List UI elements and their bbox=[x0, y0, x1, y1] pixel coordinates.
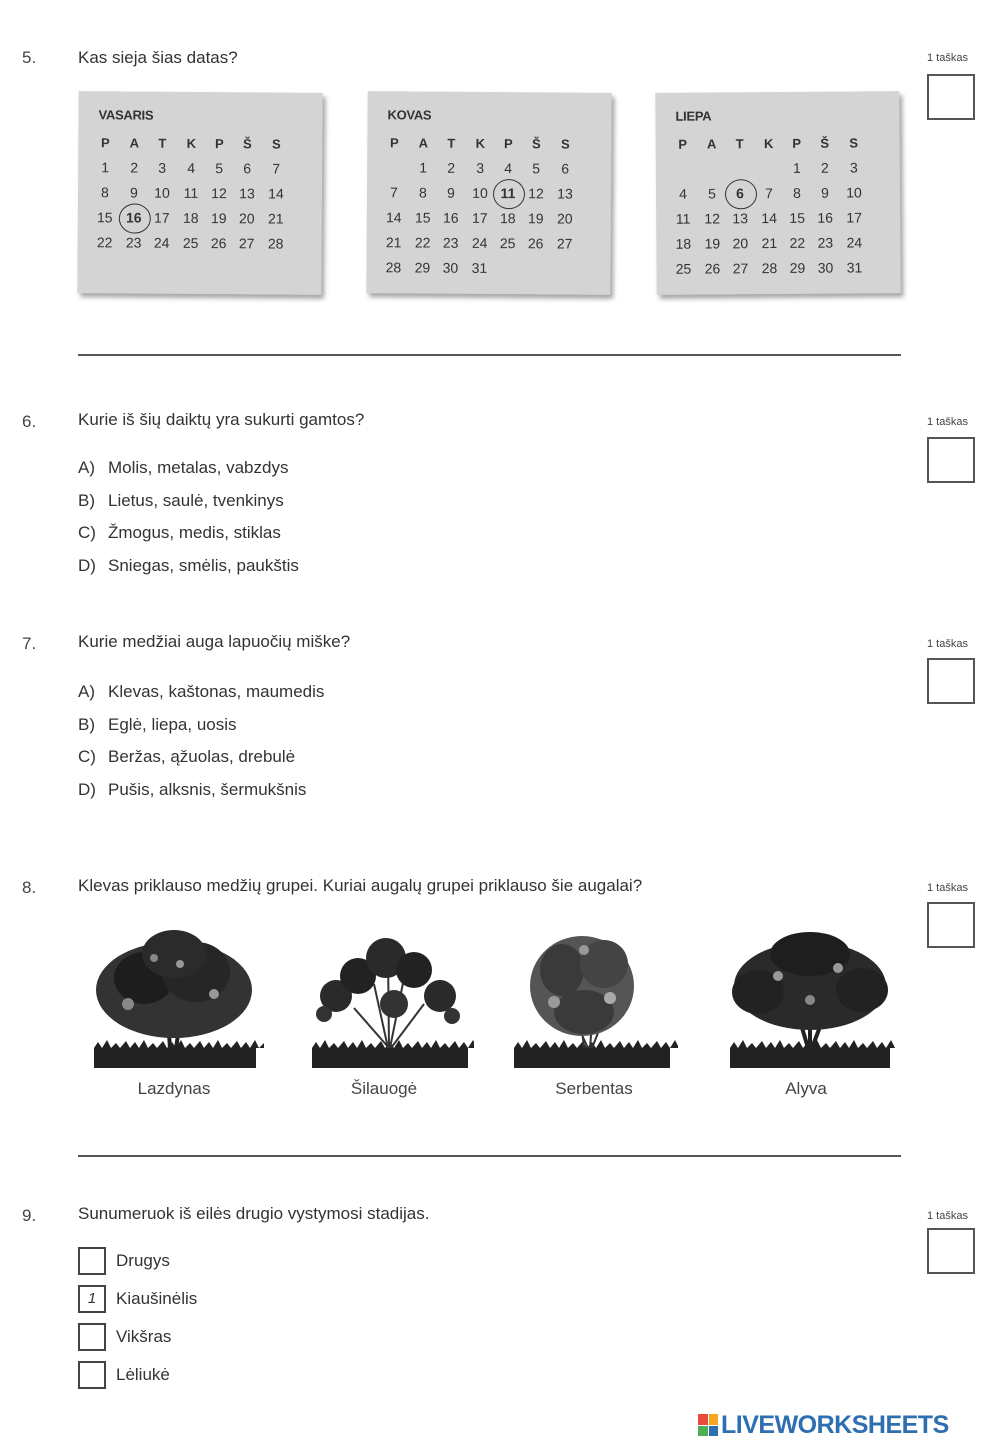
calendar-day: 31 bbox=[846, 259, 863, 276]
calendar-day: 17 bbox=[471, 209, 488, 226]
calendar-day: 27 bbox=[732, 260, 749, 277]
calendar-day: 13 bbox=[557, 185, 573, 202]
option-text: Klevas, kaštonas, maumedis bbox=[108, 682, 325, 701]
score-box[interactable] bbox=[927, 1228, 975, 1274]
calendar-day: 12 bbox=[211, 185, 227, 202]
score-box[interactable] bbox=[927, 658, 975, 704]
answer-option-a[interactable] bbox=[78, 682, 324, 702]
plant-label: Šilauogė bbox=[350, 1079, 418, 1098]
stage-number-input[interactable] bbox=[78, 1323, 106, 1351]
calendar-day: 20 bbox=[732, 235, 749, 252]
points-label: 1 taškas bbox=[927, 52, 968, 64]
weekday-header: A bbox=[706, 136, 717, 152]
liveworksheets-logo[interactable] bbox=[698, 1410, 949, 1440]
calendar-day: 31 bbox=[471, 259, 488, 276]
calendar-day: 11 bbox=[183, 184, 199, 201]
question-number: 9. bbox=[22, 1206, 37, 1225]
question-number: 7. bbox=[22, 634, 37, 653]
calendar-day: 30 bbox=[442, 259, 459, 276]
logo-square bbox=[709, 1414, 719, 1425]
question-text: Klevas priklauso medžių grupei. Kuriai augalų grupei priklauso šie augalai? bbox=[78, 876, 643, 895]
answer-option-b[interactable] bbox=[78, 715, 237, 735]
calendar-day: 1 bbox=[101, 159, 110, 176]
calendar-day: 19 bbox=[527, 210, 544, 227]
option-letter: D) bbox=[78, 780, 96, 799]
calendar-day: 2 bbox=[130, 159, 139, 176]
weekday-header: Š bbox=[820, 135, 830, 151]
calendar-day: 12 bbox=[704, 210, 721, 227]
logo-square bbox=[709, 1426, 719, 1437]
option-text: Beržas, ąžuolas, drebulė bbox=[108, 747, 296, 766]
calendar-day: 4 bbox=[504, 160, 513, 177]
option-letter: A) bbox=[78, 458, 95, 477]
stage-label: Drugys bbox=[116, 1251, 170, 1270]
calendar-day: 25 bbox=[499, 235, 516, 252]
option-text: Eglė, liepa, uosis bbox=[108, 715, 237, 734]
calendar-month-label: VASARIS bbox=[98, 107, 154, 123]
answer-option-c[interactable] bbox=[78, 747, 295, 767]
stage-label: Vikšras bbox=[116, 1327, 172, 1346]
calendar-day: 21 bbox=[267, 210, 284, 227]
calendar-day: 21 bbox=[761, 235, 778, 252]
calendar-day: 27 bbox=[556, 235, 573, 252]
calendar-day: 3 bbox=[849, 159, 858, 176]
question-number: 5. bbox=[22, 48, 37, 67]
calendar-day: 23 bbox=[125, 234, 142, 251]
calendar-day: 11 bbox=[675, 210, 691, 227]
question-text: Kas sieja šias datas? bbox=[78, 48, 238, 67]
calendar-day: 1 bbox=[419, 159, 428, 176]
calendar-day: 22 bbox=[414, 234, 431, 251]
highlighted-date: 6 bbox=[727, 185, 753, 201]
option-letter: C) bbox=[78, 523, 96, 542]
option-text: Pušis, alksnis, šermukšnis bbox=[108, 780, 307, 799]
option-text: Žmogus, medis, stiklas bbox=[108, 523, 281, 542]
calendar-month-label: KOVAS bbox=[387, 107, 432, 123]
calendar-day: 24 bbox=[471, 234, 488, 251]
calendar-day: 15 bbox=[789, 209, 806, 226]
option-letter: A) bbox=[78, 682, 95, 701]
weekday-header: S bbox=[849, 135, 859, 151]
question-text: Sunumeruok iš eilės drugio vystymosi stadijas. bbox=[78, 1204, 430, 1223]
score-box[interactable] bbox=[927, 902, 975, 948]
logo-wordmark: LIVEWORKSHEETS bbox=[721, 1410, 949, 1439]
weekday-header: T bbox=[735, 136, 744, 152]
calendar-day: 10 bbox=[472, 184, 488, 201]
calendar-day: 17 bbox=[846, 209, 863, 226]
points-label: 1 taškas bbox=[927, 1210, 968, 1222]
calendar-day: 8 bbox=[419, 184, 427, 201]
calendar-day: 7 bbox=[390, 184, 398, 201]
calendar-day: 25 bbox=[182, 234, 199, 251]
shrub-image-lilac bbox=[718, 924, 898, 1072]
logo-square bbox=[698, 1426, 708, 1437]
calendar-day: 22 bbox=[96, 234, 113, 251]
calendar-day: 9 bbox=[130, 184, 138, 201]
calendar-march bbox=[366, 91, 611, 295]
score-box[interactable] bbox=[927, 437, 975, 483]
calendar-day: 1 bbox=[792, 159, 801, 176]
weekday-header: T bbox=[158, 135, 167, 151]
stage-number-input[interactable]: 1 bbox=[78, 1285, 106, 1313]
calendar-day: 26 bbox=[210, 235, 227, 252]
calendar-day: 16 bbox=[817, 209, 834, 226]
weekday-header: P bbox=[678, 136, 688, 152]
answer-option-a[interactable] bbox=[78, 458, 288, 478]
calendar-day: 10 bbox=[154, 184, 170, 201]
calendar-day: 26 bbox=[527, 235, 544, 252]
calendar-day: 27 bbox=[238, 235, 255, 252]
calendar-day: 5 bbox=[532, 160, 541, 177]
calendar-day: 14 bbox=[761, 210, 778, 227]
calendar-day: 15 bbox=[414, 209, 431, 226]
shrub-image-currant bbox=[498, 924, 678, 1072]
calendar-day: 13 bbox=[732, 210, 749, 227]
calendar-day: 3 bbox=[476, 159, 485, 176]
points-label: 1 taškas bbox=[927, 638, 968, 650]
calendar-day: 28 bbox=[385, 259, 402, 276]
highlighted-date: 11 bbox=[495, 185, 521, 201]
calendar-day: 25 bbox=[675, 260, 692, 277]
calendar-day: 4 bbox=[679, 185, 687, 202]
calendar-day: 14 bbox=[268, 185, 284, 202]
weekday-header: P bbox=[100, 135, 110, 151]
calendar-day: 10 bbox=[846, 184, 862, 201]
weekday-header: A bbox=[418, 135, 429, 151]
plant-label: Lazdynas bbox=[137, 1079, 211, 1098]
stage-number-input[interactable] bbox=[78, 1361, 106, 1389]
weekday-header: P bbox=[503, 136, 513, 152]
points-label: 1 taškas bbox=[927, 882, 968, 894]
score-box[interactable] bbox=[927, 74, 975, 120]
calendar-day: 8 bbox=[793, 184, 801, 201]
calendar-day: 26 bbox=[704, 260, 721, 277]
weekday-header: P bbox=[214, 136, 224, 152]
shrub-image-hazel bbox=[84, 924, 264, 1072]
calendar-day: 23 bbox=[442, 234, 459, 251]
calendar-day: 15 bbox=[96, 209, 113, 226]
calendar-day: 18 bbox=[182, 209, 199, 226]
option-letter: C) bbox=[78, 747, 96, 766]
calendar-day: 28 bbox=[267, 235, 284, 252]
calendar-day: 2 bbox=[447, 159, 456, 176]
calendar-day: 9 bbox=[821, 184, 829, 201]
question-text: Kurie medžiai auga lapuočių miške? bbox=[78, 632, 351, 651]
question-number: 8. bbox=[22, 878, 37, 897]
calendar-day: 16 bbox=[442, 209, 459, 226]
weekday-header: A bbox=[129, 135, 140, 151]
calendar-day: 19 bbox=[210, 210, 227, 227]
logo-icon bbox=[698, 1414, 718, 1436]
calendar-day: 20 bbox=[238, 210, 255, 227]
answer-option-b[interactable] bbox=[78, 491, 284, 511]
answer-option-c[interactable] bbox=[78, 523, 281, 543]
calendar-day: 17 bbox=[153, 209, 170, 226]
option-text: Lietus, saulė, tvenkinys bbox=[108, 491, 284, 510]
weekday-header: S bbox=[560, 136, 570, 152]
stage-label: Lėliukė bbox=[116, 1365, 170, 1384]
option-letter: D) bbox=[78, 556, 96, 575]
calendar-day: 18 bbox=[499, 210, 516, 227]
answer-option-d[interactable] bbox=[78, 556, 299, 576]
weekday-header: Š bbox=[531, 136, 541, 152]
weekday-header: P bbox=[389, 135, 399, 151]
option-text: Molis, metalas, vabzdys bbox=[108, 458, 289, 477]
calendar-day: 13 bbox=[239, 185, 255, 202]
option-text: Sniegas, smėlis, paukštis bbox=[108, 556, 299, 575]
stage-label: Kiaušinėlis bbox=[116, 1289, 198, 1308]
points-label: 1 taškas bbox=[927, 416, 968, 428]
answer-option-d[interactable] bbox=[78, 780, 306, 800]
question-number: 6. bbox=[22, 412, 37, 431]
weekday-header: K bbox=[186, 135, 197, 151]
weekday-header: P bbox=[792, 135, 802, 151]
weekday-header: K bbox=[763, 136, 774, 152]
calendar-day: 9 bbox=[447, 184, 455, 201]
shrub-image-blueberry bbox=[294, 924, 474, 1072]
calendar-day: 18 bbox=[675, 235, 692, 252]
option-letter: B) bbox=[78, 715, 95, 734]
question-text: Kurie iš šių daiktų yra sukurti gamtos? bbox=[78, 410, 365, 429]
highlighted-date: 16 bbox=[121, 209, 147, 225]
calendar-day: 24 bbox=[153, 234, 170, 251]
calendar-day: 29 bbox=[414, 259, 431, 276]
logo-square bbox=[698, 1414, 708, 1425]
calendar-february bbox=[77, 91, 322, 295]
weekday-header: T bbox=[447, 135, 456, 151]
calendar-day: 12 bbox=[528, 185, 544, 202]
calendar-day: 7 bbox=[765, 185, 773, 202]
calendar-day: 28 bbox=[761, 260, 778, 277]
weekday-header: Š bbox=[242, 136, 252, 152]
plant-label: Serbentas bbox=[555, 1079, 633, 1098]
calendar-day: 19 bbox=[704, 235, 721, 252]
calendar-day: 7 bbox=[272, 160, 281, 177]
weekday-header: K bbox=[475, 135, 486, 151]
calendar-day: 5 bbox=[708, 185, 716, 202]
weekday-header: S bbox=[271, 136, 281, 152]
stage-number-input[interactable] bbox=[78, 1247, 106, 1275]
divider bbox=[78, 1155, 901, 1157]
calendar-day: 24 bbox=[846, 234, 863, 251]
calendar-month-label: LIEPA bbox=[675, 108, 712, 124]
calendar-day: 30 bbox=[817, 259, 834, 276]
calendar-day: 4 bbox=[187, 159, 196, 176]
calendar-day: 3 bbox=[158, 159, 167, 176]
calendar-july bbox=[655, 91, 900, 295]
calendar-day: 2 bbox=[820, 159, 829, 176]
calendar-day: 6 bbox=[243, 160, 252, 177]
calendar-day: 6 bbox=[561, 160, 570, 177]
calendar-day: 29 bbox=[789, 259, 806, 276]
calendar-day: 8 bbox=[101, 184, 109, 201]
calendar-day: 23 bbox=[817, 234, 834, 251]
calendar-day: 22 bbox=[789, 234, 806, 251]
calendar-day: 20 bbox=[556, 210, 573, 227]
calendar-day: 5 bbox=[215, 160, 224, 177]
plant-label: Alyva bbox=[785, 1079, 827, 1098]
calendar-day: 21 bbox=[385, 234, 402, 251]
calendar-day: 14 bbox=[385, 209, 402, 226]
divider bbox=[78, 354, 901, 356]
option-letter: B) bbox=[78, 491, 95, 510]
